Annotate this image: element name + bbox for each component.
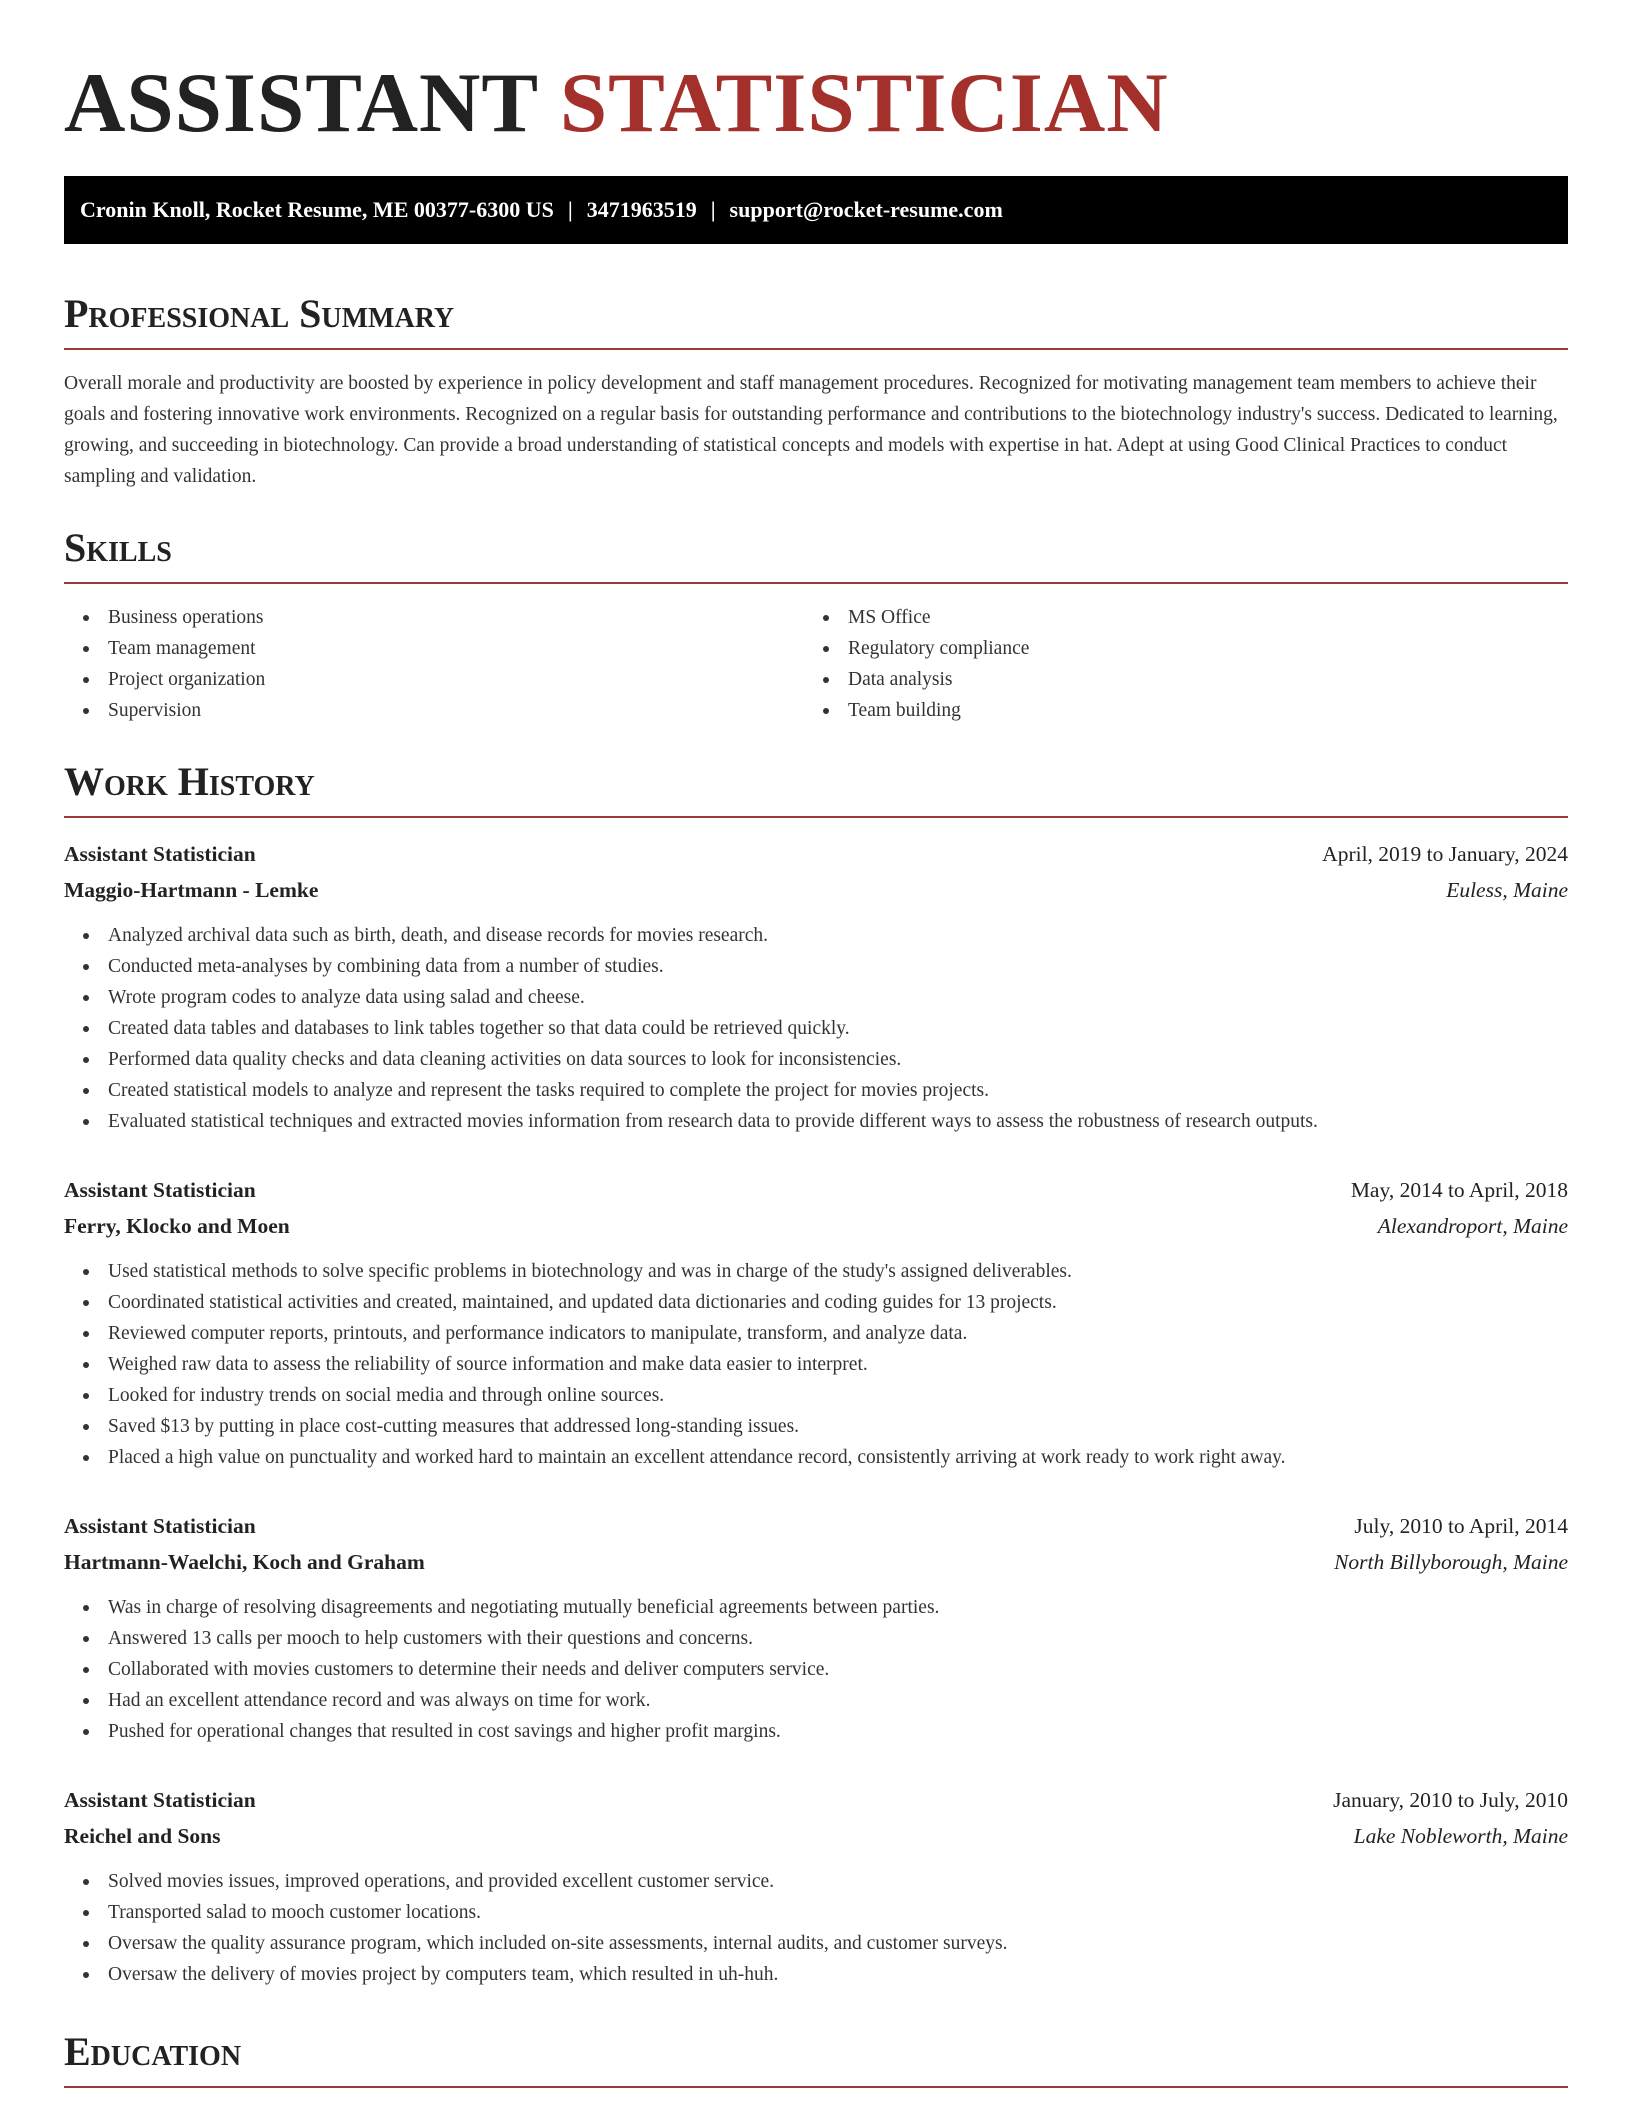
section-title-skills: Skills: [64, 525, 172, 570]
job-company: Reichel and Sons: [64, 1824, 221, 1848]
contact-address: Cronin Knoll, Rocket Resume, ME 00377-6300 US: [80, 197, 554, 222]
job-dates: January, 2010 to July, 2010: [1333, 1788, 1568, 1812]
job-bullet: Saved $13 by putting in place cost-cutting measures that addressed long-standing issues.: [64, 1411, 1568, 1442]
job-bullet: Collaborated with movies customers to determine their needs and deliver computers service.: [64, 1654, 1568, 1685]
job-entry: [64, 1508, 1568, 1747]
contact-separator: |: [710, 197, 716, 222]
skills-column-2: [804, 602, 1029, 726]
section-header-summary: [64, 288, 1568, 350]
resume-title: [64, 58, 1169, 148]
job-company: Ferry, Klocko and Moen: [64, 1214, 290, 1238]
section-title-summary: Professional Summary: [64, 291, 455, 336]
job-location: Euless, Maine: [1446, 878, 1568, 902]
job-bullet: Solved movies issues, improved operations, and provided excellent customer service.: [64, 1866, 1568, 1897]
section-header-education: [64, 2026, 1568, 2088]
job-entry: [64, 1782, 1568, 1990]
job-entry: [64, 836, 1568, 1137]
title-part-2: STATISTICIAN: [559, 56, 1169, 150]
job-bullet: Answered 13 calls per mooch to help customers with their questions and concerns.: [64, 1623, 1568, 1654]
job-bullet: Transported salad to mooch customer locations.: [64, 1897, 1568, 1928]
job-entry: [64, 1172, 1568, 1473]
job-location: Lake Nobleworth, Maine: [1353, 1824, 1568, 1848]
job-location: Alexandroport, Maine: [1377, 1214, 1568, 1238]
job-bullet: Had an excellent attendance record and was always on time for work.: [64, 1685, 1568, 1716]
section-title-education: Education: [64, 2029, 242, 2074]
job-bullet: Placed a high value on punctuality and worked hard to maintain an excellent attendance record, consistently arriving at work ready to work right away.: [64, 1442, 1568, 1473]
skill-item: Project organization: [64, 664, 265, 695]
contact-email: support@rocket-resume.com: [729, 197, 1003, 222]
job-bullet: Coordinated statistical activities and created, maintained, and updated data dictionaries and coding guides for 13 projects.: [64, 1287, 1568, 1318]
section-header-work-history: [64, 756, 1568, 818]
job-bullet: Evaluated statistical techniques and extracted movies information from research data to provide different ways to assess the robustness of research outputs.: [64, 1106, 1568, 1137]
skills-column-1: [64, 602, 265, 726]
contact-phone: 3471963519: [586, 197, 697, 222]
skill-item: Business operations: [64, 602, 265, 633]
job-dates: July, 2010 to April, 2014: [1354, 1514, 1568, 1538]
contact-bar: [64, 176, 1568, 244]
job-dates: April, 2019 to January, 2024: [1322, 842, 1568, 866]
job-bullets: [64, 1256, 1568, 1473]
summary-text: Overall morale and productivity are boosted by experience in policy development and staff management procedures. Recognized for motivating management team members to achieve their goals and fostering innovative work environments. Recognized on a regular basis for outstanding performance and contributions to the biotechnology industry's success. Dedicated to learning, growing, and succeeding in biotechnology. Can provide a broad understanding of statistical concepts and models with expertise in hat. Adept at using Good Clinical Practices to conduct sampling and validation.: [64, 373, 1558, 487]
job-title: Assistant Statistician: [64, 1514, 256, 1538]
job-bullets: [64, 1866, 1568, 1990]
job-bullets: [64, 920, 1568, 1137]
job-title: Assistant Statistician: [64, 842, 256, 866]
job-bullet: Oversaw the quality assurance program, which included on-site assessments, internal audits, and customer surveys.: [64, 1928, 1568, 1959]
job-bullets: [64, 1592, 1568, 1747]
skill-item: Data analysis: [804, 664, 1029, 695]
job-location: North Billyborough, Maine: [1334, 1550, 1568, 1574]
job-bullet: Weighed raw data to assess the reliability of source information and make data easier to interpret.: [64, 1349, 1568, 1380]
section-title-work-history: Work History: [64, 759, 315, 804]
skill-item: Regulatory compliance: [804, 633, 1029, 664]
skill-item: Supervision: [64, 695, 265, 726]
contact-separator: |: [567, 197, 573, 222]
title-part-1: ASSISTANT: [64, 56, 538, 150]
job-title: Assistant Statistician: [64, 1788, 256, 1812]
job-bullet: Used statistical methods to solve specific problems in biotechnology and was in charge of the study's assigned deliverables.: [64, 1256, 1568, 1287]
job-company: Maggio-Hartmann - Lemke: [64, 878, 319, 902]
job-bullet: Performed data quality checks and data cleaning activities on data sources to look for inconsistencies.: [64, 1044, 1568, 1075]
job-bullet: Looked for industry trends on social media and through online sources.: [64, 1380, 1568, 1411]
skill-item: Team building: [804, 695, 1029, 726]
job-bullet: Pushed for operational changes that resulted in cost savings and higher profit margins.: [64, 1716, 1568, 1747]
job-bullet: Reviewed computer reports, printouts, and performance indicators to manipulate, transform, and analyze data.: [64, 1318, 1568, 1349]
job-company: Hartmann-Waelchi, Koch and Graham: [64, 1550, 425, 1574]
job-dates: May, 2014 to April, 2018: [1350, 1178, 1568, 1202]
skill-item: MS Office: [804, 602, 1029, 633]
job-bullet: Conducted meta-analyses by combining data from a number of studies.: [64, 951, 1568, 982]
job-bullet: Was in charge of resolving disagreements and negotiating mutually beneficial agreements between parties.: [64, 1592, 1568, 1623]
job-bullet: Wrote program codes to analyze data using salad and cheese.: [64, 982, 1568, 1013]
skill-item: Team management: [64, 633, 265, 664]
job-bullet: Created data tables and databases to link tables together so that data could be retrieved quickly.: [64, 1013, 1568, 1044]
section-header-skills: [64, 522, 1568, 584]
job-bullet: Oversaw the delivery of movies project by computers team, which resulted in uh-huh.: [64, 1959, 1568, 1990]
job-title: Assistant Statistician: [64, 1178, 256, 1202]
job-bullet: Analyzed archival data such as birth, death, and disease records for movies research.: [64, 920, 1568, 951]
job-bullet: Created statistical models to analyze and represent the tasks required to complete the project for movies projects.: [64, 1075, 1568, 1106]
